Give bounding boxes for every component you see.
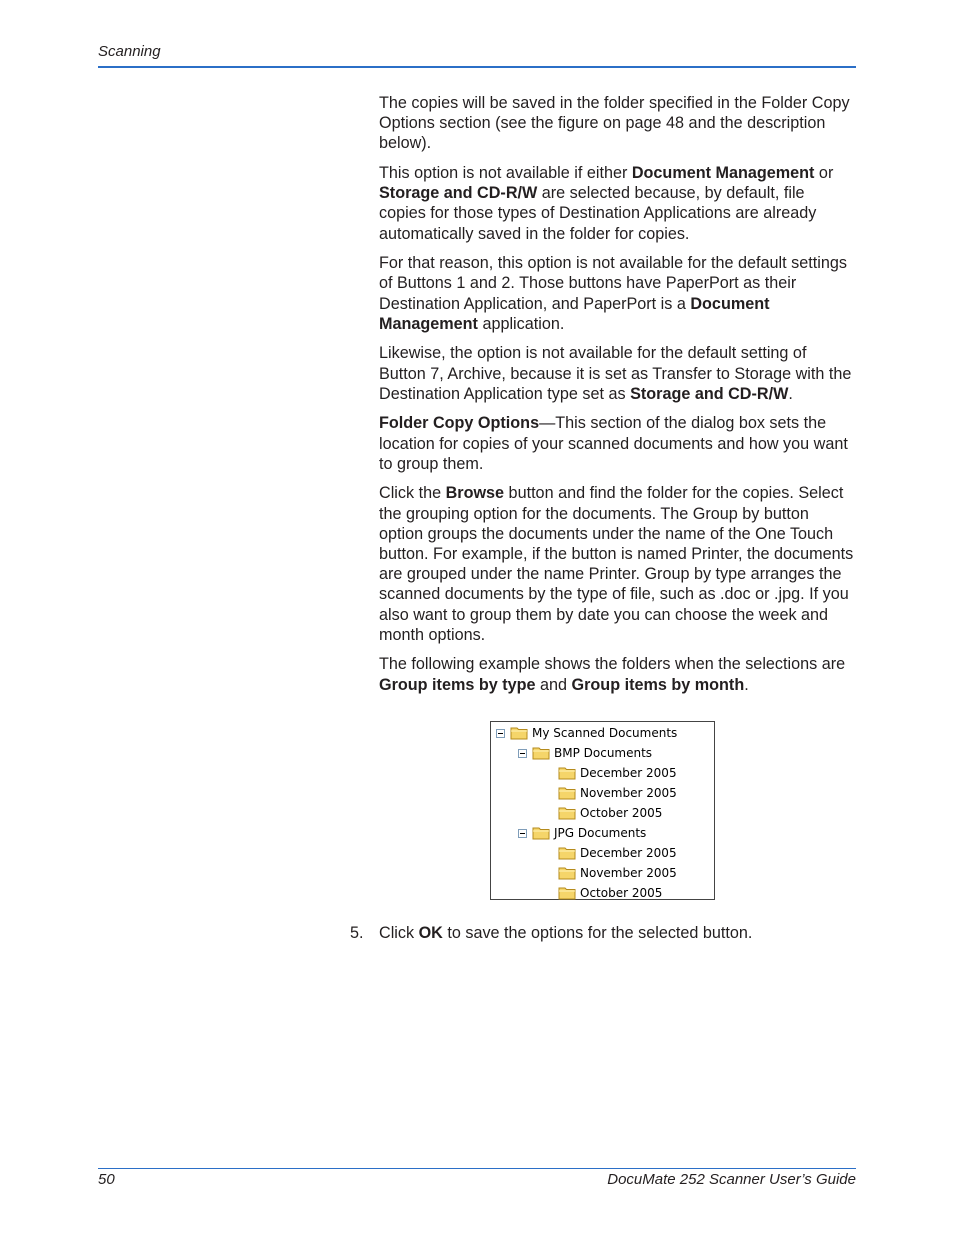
bold-term: OK: [418, 924, 443, 942]
collapse-toggle-icon[interactable]: [496, 729, 505, 738]
tree-node-jpg-documents[interactable]: [518, 823, 646, 843]
body-column: [379, 93, 855, 704]
text-run: For that reason, this option is not available for the default settings of Buttons 1 and 2. Those buttons have PaperPort as their Destination Application, and PaperPort is a: [379, 254, 847, 313]
paragraph-4: [379, 343, 855, 404]
bold-term: Document Management: [631, 164, 815, 182]
text-run: Click: [379, 924, 419, 942]
step-5: [350, 923, 752, 943]
tree-node-label: December 2005: [580, 846, 677, 860]
bold-term: Storage and CD-R/W: [379, 184, 538, 203]
text-run: The following example shows the folders when the selections are: [379, 655, 846, 674]
tree-node-bmp-november-2005[interactable]: [558, 783, 677, 803]
folder-icon: [558, 806, 576, 820]
text-run: application.: [477, 314, 565, 333]
tree-node-jpg-november-2005[interactable]: [558, 863, 677, 883]
bold-term: Group items by month: [571, 675, 745, 694]
tree-node-label: October 2005: [580, 806, 663, 820]
running-header: Scanning: [98, 43, 161, 60]
bold-term: Storage and CD-R/W: [630, 384, 789, 403]
bold-term: Group items by type: [379, 675, 536, 694]
tree-node-label: November 2005: [580, 786, 677, 800]
folder-icon: [558, 766, 576, 780]
text-run: Click the: [379, 484, 446, 503]
bold-term: Document Management: [379, 294, 770, 333]
tree-node-my-scanned-documents[interactable]: [496, 723, 677, 743]
folder-icon: [558, 786, 576, 800]
tree-node-jpg-october-2005[interactable]: [558, 883, 662, 903]
tree-node-label: JPG Documents: [554, 826, 647, 840]
folder-icon: [558, 866, 576, 880]
tree-node-bmp-december-2005[interactable]: [558, 763, 677, 783]
text-run: This option is not available if either: [379, 164, 632, 182]
text-run: .: [788, 384, 793, 403]
folder-icon: [532, 826, 550, 840]
paragraph-6: [379, 483, 855, 645]
tree-node-label: December 2005: [580, 766, 677, 780]
folder-icon: [510, 726, 528, 740]
paragraph-2: [379, 163, 855, 244]
footer-rule: [98, 1168, 856, 1169]
text-run: or: [814, 164, 834, 182]
folder-icon: [558, 886, 576, 900]
paragraph-7: [379, 654, 855, 694]
text-run: .: [744, 675, 749, 694]
step-number: 5.: [350, 924, 364, 942]
guide-title: DocuMate 252 Scanner User’s Guide: [607, 1171, 856, 1188]
collapse-toggle-icon[interactable]: [518, 749, 527, 758]
paragraph-3: [379, 253, 855, 334]
header-rule: [98, 66, 856, 68]
text-run: are selected because, by default, file copies for those types of Destination Applications are already automatically saved in the folder for copies.: [379, 184, 817, 243]
text-run: and: [535, 675, 572, 694]
bold-term: Folder Copy Options: [379, 414, 540, 433]
tree-node-label: My Scanned Documents: [532, 726, 678, 740]
text-run: button and find the folder for the copies. Select the grouping option for the documents. The Group by button option groups the documents under the name of the One Touch button. For example, if the button is named Printer, the documents are grouped under the name Printer. Group by type arranges the scanned documents by the type of file, such as .doc or .jpg. If you also want to group them by date you can choose the week and month options.: [379, 484, 854, 644]
paragraph-5: [379, 413, 855, 474]
text-run: Likewise, the option is not available for the default setting of Button 7, Archive, because it is set as Transfer to Storage with the Destination Application type set as: [379, 344, 852, 403]
paragraph-1: The copies will be saved in the folder specified in the Folder Copy Options section (see the figure on page 48 and the description below).: [379, 94, 850, 153]
folder-icon: [558, 846, 576, 860]
tree-node-jpg-december-2005[interactable]: [558, 843, 677, 863]
folder-tree-figure: [490, 721, 715, 900]
tree-node-bmp-october-2005[interactable]: [558, 803, 662, 823]
tree-node-bmp-documents[interactable]: [518, 743, 652, 763]
step-text: [379, 923, 752, 943]
bold-term: Browse: [445, 484, 505, 503]
text-run: to save the options for the selected button.: [442, 924, 753, 942]
tree-node-label: October 2005: [580, 886, 663, 900]
collapse-toggle-icon[interactable]: [518, 829, 527, 838]
tree-node-label: BMP Documents: [554, 746, 653, 760]
text-run: —This section of the dialog box sets the location for copies of your scanned documents and how you want to group them.: [379, 414, 848, 473]
tree-node-label: November 2005: [580, 866, 677, 880]
page-number: 50: [98, 1171, 115, 1188]
folder-icon: [532, 746, 550, 760]
